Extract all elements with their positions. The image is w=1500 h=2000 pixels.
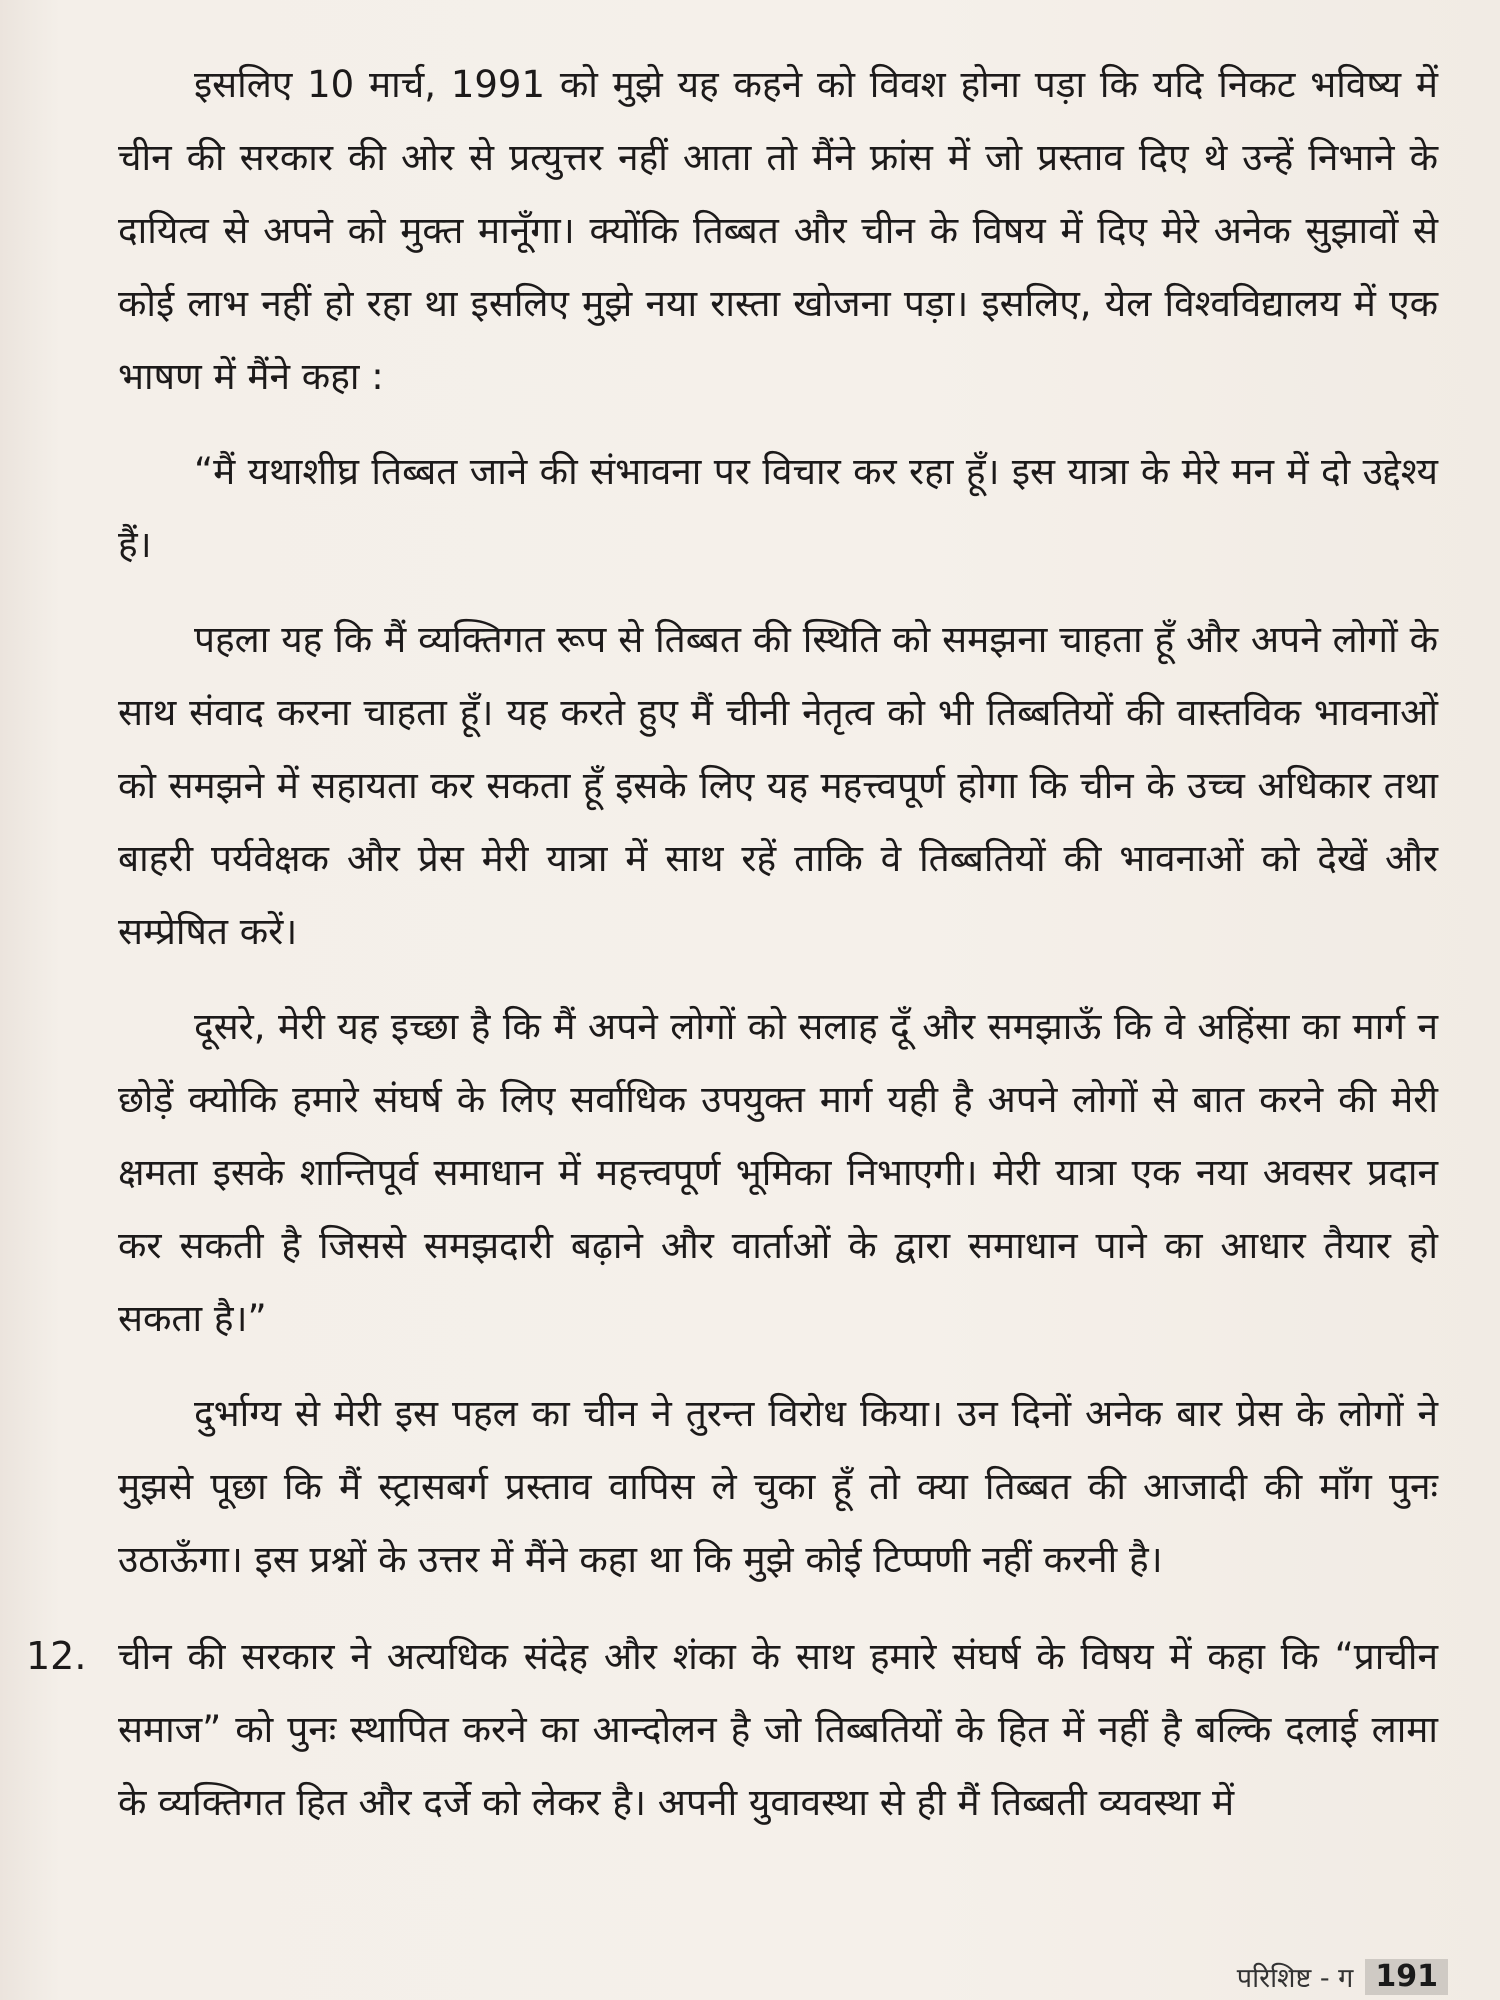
- numbered-item-12: [26, 1620, 1438, 1839]
- item-number: 12.: [26, 1634, 87, 1678]
- page-footer: [1237, 1958, 1448, 1995]
- quote-paragraph-3: दूसरे, मेरी यह इच्छा है कि मैं अपने लोगों को सलाह दूँ और समझाऊँ कि वे अहिंसा का मार्ग न छोड़ें क्योकि हमारे संघर्ष के लिए सर्वाधिक उपयुक्त मार्ग यही है अपने लोगों से बात करने की मेरी क्षमता इसके शान्तिपूर्व समाधान में महत्त्वपूर्ण भूमिका निभाएगी। मेरी यात्रा एक नया अवसर प्रदान कर सकती है जिससे समझदारी बढ़ाने और वार्ताओं के द्वारा समाधान पाने का आधार तैयार हो सकता है।”: [118, 1005, 1438, 1340]
- section-label: परिशिष्ट - ग: [1236, 1963, 1354, 1994]
- quote-paragraph-1: “मैं यथाशीघ्र तिब्बत जाने की संभावना पर विचार कर रहा हूँ। इस यात्रा के मेरे मन में दो उद्देश्य हैं।: [118, 450, 1438, 566]
- page-number: 191: [1365, 1959, 1448, 1995]
- paragraph-5: दुर्भाग्य से मेरी इस पहल का चीन ने तुरन्त विरोध किया। उन दिनों अनेक बार प्रेस के लोगों ने मुझसे पूछा कि मैं स्ट्रासबर्ग प्रस्ताव वापिस ले चुका हूँ तो क्या तिब्बत की आजादी की माँग पुनः उठाऊँगा। इस प्रश्नों के उत्तर में मैंने कहा था कि मुझे कोई टिप्पणी नहीं करनी है।: [118, 1392, 1438, 1581]
- numbered-item-text: चीन की सरकार ने अत्यधिक संदेह और शंका के साथ हमारे संघर्ष के विषय में कहा कि “प्राचीन समाज” को पुनः स्थापित करने का आन्दोलन है जो तिब्बतियों के हित में नहीं है बल्कि दलाई लामा के व्यक्तिगत हित और दर्जे को लेकर है। अपनी युवावस्था से ही मैं तिब्बती व्यवस्था में: [118, 1635, 1438, 1824]
- page-body: [26, 48, 1438, 1839]
- paragraph-1: इसलिए 10 मार्च, 1991 को मुझे यह कहने को विवश होना पड़ा कि यदि निकट भविष्य में चीन की सरकार की ओर से प्रत्युत्तर नहीं आता तो मैंने फ्रांस में जो प्रस्ताव दिए थे उन्हें निभाने के दायित्व से अपने को मुक्त मानूँगा। क्योंकि तिब्बत और चीन के विषय में दिए मेरे अनेक सुझावों से कोई लाभ नहीं हो रहा था इसलिए मुझे नया रास्ता खोजना पड़ा। इसलिए, येल विश्वविद्यालय में एक भाषण में मैंने कहा :: [118, 63, 1438, 398]
- quote-paragraph-2: पहला यह कि मैं व्यक्तिगत रूप से तिब्बत की स्थिति को समझना चाहता हूँ और अपने लोगों के साथ संवाद करना चाहता हूँ। यह करते हुए मैं चीनी नेतृत्व को भी तिब्बतियों की वास्तविक भावनाओं को समझने में सहायता कर सकता हूँ इसके लिए यह महत्त्वपूर्ण होगा कि चीन के उच्च अधिकार तथा बाहरी पर्यवेक्षक और प्रेस मेरी यात्रा में साथ रहें ताकि वे तिब्बतियों की भावनाओं को देखें और सम्प्रेषित करें।: [118, 618, 1438, 953]
